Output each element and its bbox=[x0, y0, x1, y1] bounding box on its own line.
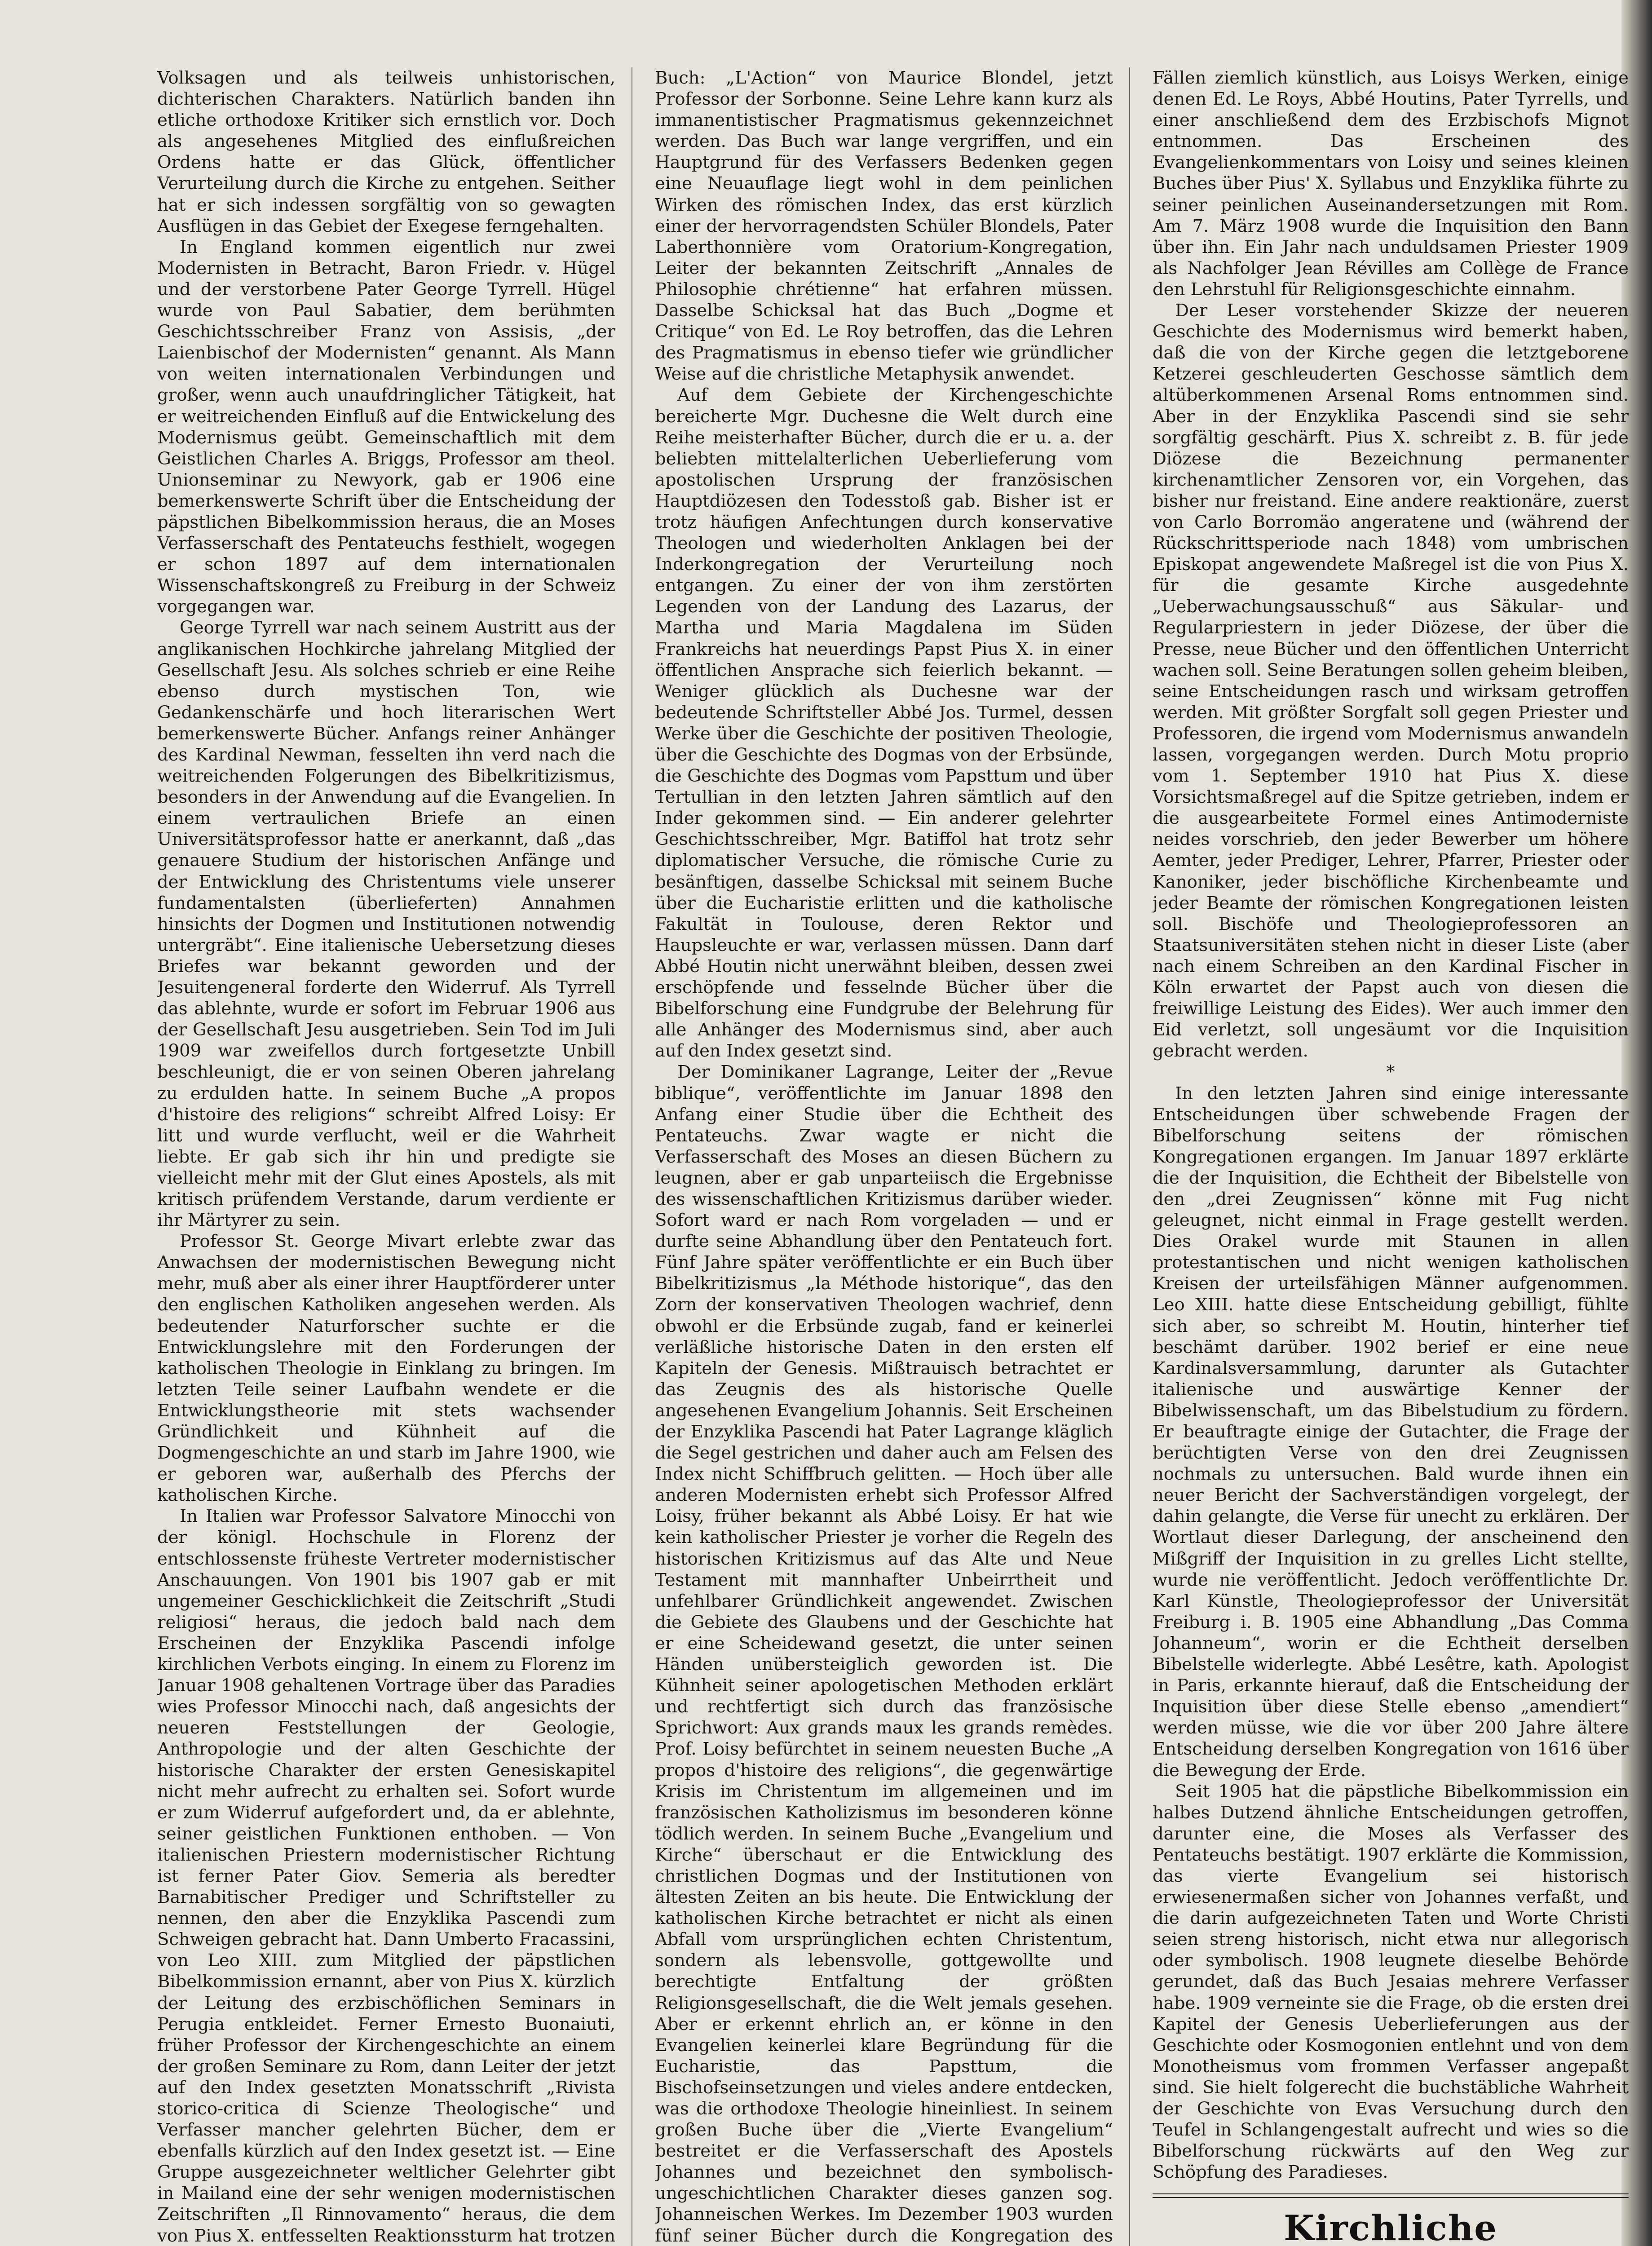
column-1 bbox=[157, 67, 615, 2246]
paragraph: In den letzten Jahren sind einige interessante Entscheidungen über schwebende Fragen der Bibelforschung seitens der römischen Kongregationen ergangen. Im Januar 1897 erklärte die der Inquisition, die Echtheit der Bibelstelle von den „drei Zeugnissen“ könne mit Fug nicht geleugnet, nicht einmal in Frage gestellt werden. Dies Orakel wurde mit Staunen in allen protestantischen und nicht wenigen katholischen Kreisen der urteilsfähigen Männer aufgenommen. Leo XIII. hatte diese Entscheidung gebilligt, fühlte sich aber, so schreibt M. Houtin, hinterher tief beschämt darüber. 1902 berief er eine neue Kardinalsversammlung, darunter als Gutachter italienische und auswärtige Kenner der Bibelwissenschaft, um das Bibelstudium zu fördern. Er beauftragte einige der Gutachter, die Frage der berüchtigten Verse von den drei Zeugnissen nochmals zu untersuchen. Bald wurde ihnen ein neuer Bericht der Sachverständigen vorgelegt, der dahin gelangte, die Verse für unecht zu erklären. Der Wortlaut dieser Darlegung, der anscheinend den Mißgriff der Inquisition in zu grelles Licht stellte, wurde nie veröffentlicht. Jedoch veröffentlichte Dr. Karl Künstle, Theologieprofessor der Universität Freiburg i. B. 1905 eine Abhandlung „Das Comma Johanneum“, worin er die Echtheit derselben Bibelstelle widerlegte. Abbé Lesêtre, kath. Apologist in Paris, erkannte hierauf, daß die Entscheidung der Inquisition über diese Stelle ebenso „amendiert“ werden müsse, wie die vor über 200 Jahre ältere Entscheidung derselben Kongregation von 1616 über die Bewegung der Erde. bbox=[1153, 1083, 1629, 1781]
section-rule bbox=[1153, 2193, 1629, 2198]
paragraph: Buch: „L'Action“ von Maurice Blondel, jetzt Professor der Sorbonne. Seine Lehre kann kurz als immanentistischer Pragmatismus gekennzeichnet werden. Das Buch war lange vergriffen, und ein Hauptgrund für des Verfassers Bedenken gegen eine Neuauflage liegt wohl in dem peinlichen Wirken des römischen Index, das erst kürzlich einer der hervorragendsten Schüler Blondels, Pater Laberthonnière vom Oratorium-Kongregation, Leiter der bekannten Zeitschrift „Annales de Philosophie chrétienne“ hat erfahren müssen. Dasselbe Schicksal hat das Buch „Dogme et Critique“ von Ed. Le Roy betroffen, das die Lehren des Pragmatismus in ebenso tiefer wie gründlicher Weise auf die christliche Metaphysik anwendet. bbox=[655, 68, 1113, 385]
paragraph: Seit 1905 hat die päpstliche Bibelkommission ein halbes Dutzend ähnliche Entscheidungen getroffen, darunter eine, die Moses als Verfasser des Pentateuchs bestätigt. 1907 erklärte die Kommission, das vierte Evangelium sei historisch erwiesenermaßen sicher von Johannes verfaßt, und die darin aufgezeichneten Taten und Worte Christi seien streng historisch, nicht etwa nur allegorisch oder symbolisch. 1908 leugnete dieselbe Behörde gerundet, daß das Buch Jesaias mehrere Verfasser habe. 1909 verneinte sie die Frage, ob die ersten drei Kapitel der Genesis Ueberlieferungen aus der Geschichte oder Kosmogonien entlehnt und von dem Monotheismus vom frommen Verfasser angepaßt sind. Sie hielt folgerecht die buchstäbliche Wahrheit der Geschichte von Evas Versuchung durch den Teufel in Schlangengestalt aufrecht und wies so die Bibelforschung rückwärts auf den Weg zur Schöpfung des Paradieses. bbox=[1153, 1781, 1629, 2183]
paragraph: Der Leser vorstehender Skizze der neueren Geschichte des Modernismus wird bemerkt haben, daß die von der Kirche gegen die letztgeborene Ketzerei geschleuderten Geschosse sämtlich dem altüberkommenen Arsenal Roms entnommen sind. Aber in der Enzyklika Pascendi sind sie sehr sorgfältig geschärft. Pius X. schreibt z. B. für jede Diözese die Bezeichnung permanenter kirchenamtlicher Zensoren vor, ein Vorgehen, das bisher nur freistand. Eine andere reaktionäre, zuerst von Carlo Borromäo angeratene und (während der Rückschrittsperiode nach 1848) vom umbrischen Episkopat angewendete Maßregel ist die von Pius X. für die gesamte Kirche ausgedehnte „Ueberwachungsausschuß“ aus Säkular- und Regularpriestern in jeder Diözese, der über die Presse, neue Bücher und den öffentlichen Unterricht wachen soll. Seine Beratungen sollen geheim bleiben, seine Entscheidungen rasch und wirksam getroffen werden. Mit größter Sorgfalt soll gegen Priester und Professoren, die irgend vom Modernismus anwandeln lassen, vorgegangen werden. Durch Motu proprio vom 1. September 1910 hat Pius X. diese Vorsichtsmaßregel auf die Spitze getrieben, indem er die ausgearbeitete Formel eines Antimoderniste neides vorschrieb, den jeder Bewerber um höhere Aemter, jeder Prediger, Lehrer, Pfarrer, Priester oder Kanoniker, jeder bischöfliche Kirchenbeamte und jeder Beamte der römischen Kongregationen leisten soll. Bischöfe und Theologieprofessoren an Staatsuniversitäten stehen nicht in dieser Liste (aber nach einem Schreiben an den Kardinal Fischer in Köln erwartet der Papst auch von diesen die freiwillige Leistung des Eides). Wer auch immer den Eid verletzt, soll ungesäumt vor die Inquisition gebracht werden. bbox=[1153, 301, 1629, 1061]
church-news-heading: Kirchliche bbox=[1284, 2208, 1497, 2246]
paragraph: In England kommen eigentlich nur zwei Modernisten in Betracht, Baron Friedr. v. Hügel und der verstorbene Pater George Tyrrell. Hügel wurde von Paul Sabatier, dem berühmten Geschichtsschreiber Franz von Assisis, „der Laienbischof der Modernisten“ genannt. Als Mann von weiten internationalen Verbindungen und großer, wenn auch unaufdringlicher Tätigkeit, hat er weitreichenden Einfluß auf die Entwickelung des Modernismus geübt. Gemeinschaftlich mit dem Geistlichen Charles A. Briggs, Professor am theol. Unionseminar zu Newyork, gab er 1906 eine bemerkenswerte Schrift über die Entscheidung der päpstlichen Bibelkommission heraus, die an Moses Verfasserschaft des Pentateuchs festhielt, wogegen er schon 1897 auf dem internationalen Wissenschaftskongreß zu Freiburg in der Schweiz vorgegangen war. bbox=[157, 237, 615, 617]
section-separator: * bbox=[1386, 1062, 1395, 1083]
paragraph: Professor St. George Mivart erlebte zwar das Anwachsen der modernistischen Bewegung nicht mehr, muß aber als einer ihrer Hauptförderer unter den englischen Katholiken angesehen werden. Als bedeutender Naturforscher suchte er die Entwicklungslehre mit den Forderungen der katholischen Theologie in Einklang zu bringen. Im letzten Teile seiner Laufbahn wendete er die Entwicklungstheorie mit stets wachsender Gründlichkeit und Kühnheit auf die Dogmengeschichte an und starb im Jahre 1900, wie er geboren war, außerhalb des Pferchs der katholischen Kirche. bbox=[157, 1231, 615, 1506]
paragraph: Fällen ziemlich künstlich, aus Loisys Werken, einige denen Ed. Le Roys, Abbé Houtins, Pater Tyrrells, und einer anschließend dem des Erzbischofs Mignot entnommen. Das Erscheinen des Evangelienkommentars von Loisy und seines kleinen Buches über Pius' X. Syllabus und Enzyklika führte zu seiner peinlichen Auseinandersetzungen mit Rom. Am 7. März 1908 wurde die Inquisition den Bann über ihn. Ein Jahr nach unduldsamen Priester 1909 als Nachfolger Jean Révilles am Collège de France den Lehrstuhl für Religionsgeschichte einnahm. bbox=[1153, 68, 1629, 300]
paragraph: George Tyrrell war nach seinem Austritt aus der anglikanischen Hochkirche jahrelang Mitglied der Gesellschaft Jesu. Als solches schrieb er eine Reihe ebenso durch mystischen Ton, wie Gedankenschärfe und hoch literarischen Wert bemerkenswerte Bücher. Anfangs reiner Anhänger des Kardinal Newman, fesselten ihn verd nach die weitreichenden Folgerungen des Bibelkritizismus, besonders in der Anwendung auf die Evangelien. In einem vertraulichen Briefe an einen Universitätsprofessor hatte er anerkannt, daß „das genauere Studium der historischen Anfänge und der Entwicklung des Christentums viele unserer fundamentalsten (überlieferten) Annahmen hinsichts der Dogmen und Institutionen notwendig untergräbt“. Eine italienische Uebersetzung dieses Briefes war bekannt geworden und der Jesuitengeneral forderte den Widerruf. Als Tyrrell das ablehnte, wurde er sofort im Februar 1906 aus der Gesellschaft Jesu ausgetrieben. Sein Tod im Juli 1909 war zweifellos durch fortgesetzte Unbill beschleunigt, die er von seinen Oberen jahrelang zu erdulden hatte. In seinem Buche „A propos d'histoire des religions“ schreibt Alfred Loisy: Er litt und wurde verflucht, weil er die Wahrheit liebte. Er gab sich ihr hin und predigte sie vielleicht mehr mit der Glut eines Apostels, als mit kritisch prüfendem Verstande, darum verdiente er ihr Märtyrer zu sein. bbox=[157, 618, 615, 1231]
paragraph: Der Dominikaner Lagrange, Leiter der „Revue biblique“, veröffentlichte im Januar 1898 den Anfang einer Studie über die Echtheit des Pentateuchs. Zwar wagte er nicht die Verfasserschaft des Moses an diesen Büchern zu leugnen, aber er gab unparteiisch die Ergebnisse des wissenschaftlichen Kritizismus darüber wieder. Sofort ward er nach Rom vorgeladen — und er durfte seine Abhandlung über den Pentateuch fort. Fünf Jahre später veröffentlichte er ein Buch über Bibelkritizismus „la Méthode historique“, das den Zorn der konservativen Theologen wachrief, denn obwohl er die Erbsünde zugab, fand er keinerlei verläßliche historische Daten in den ersten elf Kapiteln der Genesis. Mißtrauisch betrachtet er das Zeugnis des als historische Quelle angesehenen Evangelium Johannis. Seit Erscheinen der Enzyklika Pascendi hat Pater Lagrange kläglich die Segel gestrichen und daher auch am Felsen des Index nicht Schiffbruch gelitten. — Hoch über alle anderen Modernisten erhebt sich Professor Alfred Loisy, früher bekannt als Abbé Loisy. Er hat wie kein katholischer Priester je vorher die Regeln des historischen Kritizismus auf das Alte und Neue Testament mit mannhafter Unbeirrtheit und unfehlbarer Gründlichkeit angewendet. Zwischen die Gebiete des Glaubens und der Geschichte hat er eine Scheidewand gesetzt, die unter seinen Händen unübersteiglich geworden ist. Die Kühnheit seiner apologetischen Methoden erklärt und rechtfertigt sich durch das französische Sprichwort: Aux grands maux les grands remèdes. Prof. Loisy befürchtet in seinem neuesten Buche „A propos d'histoire des religions“, die gegenwärtige Krisis im Christentum im allgemeinen und im französischen Katholizismus im besonderen könne tödlich werden. In seinem Buche „Evangelium und Kirche“ überschaut er die Entwicklung des christlichen Dogmas und der Institutionen von ältesten Zeiten an bis heute. Die Entwicklung der katholischen Kirche betrachtet er nicht als einen Abfall vom ursprünglichen echten Christentum, sondern als lebensvolle, gottgewollte und berechtigte Entfaltung der größten Religionsgesellschaft, die die Welt jemals gesehen. Aber er erkennt ehrlich an, er könne in den Evangelien keinerlei klare Begründung für die Eucharistie, das Papsttum, die Bischofseinsetzungen und vieles andere entdecken, was die orthodoxe Theologie hineinliest. In seinem großen Buche über die „Vierte Evangelium“ bestreitet er die Verfasserschaft des Apostels Johannes und bezeichnet den symbolisch-ungeschichtlichen Charakter dieses ganzen sog. Johanneischen Werkes. Im Dezember 1903 wurden fünf seiner Bücher durch die Kongregation des bbox=[655, 1062, 1113, 2246]
church-news bbox=[1153, 2207, 1629, 2246]
column-2 bbox=[655, 67, 1113, 2246]
column-rule bbox=[1129, 67, 1130, 2246]
paragraph: In Italien war Professor Salvatore Minocchi von der königl. Hochschule in Florenz der entschlossenste früheste Vertreter modernistischer Anschauungen. Von 1901 bis 1907 gab er mit ungemeiner Geschicklichkeit die Zeitschrift „Studi religiosi“ heraus, die jedoch bald nach dem Erscheinen der Enzyklika Pascendi infolge kirchlichen Verbots einging. In einem zu Florenz im Januar 1908 gehaltenen Vortrage über das Paradies wies Professor Minocchi nach, daß angesichts der neueren Feststellungen der Geologie, Anthropologie und der alten Geschichte der historische Charakter der ersten Genesiskapitel nicht mehr aufrecht zu erhalten sei. Sofort wurde er zum Widerruf aufgefordert und, da er ablehnte, seiner geistlichen Funktionen enthoben. — Von italienischen Priestern modernistischer Richtung ist ferner Pater Giov. Semeria als beredter Barnabitischer Prediger und Schriftsteller zu nennen, den aber die Enzyklika Pascendi zum Schweigen gebracht hat. Dann Umberto Fracassini, von Leo XIII. zum Mitglied der päpstlichen Bibelkommission ernannt, aber von Pius X. kürzlich der Leitung des erzbischöflichen Seminars in Perugia entkleidet. Ferner Ernesto Buonaiuti, früher Professor der Kirchengeschichte an einem der großen Seminare zu Rom, dann Leiter der jetzt auf den Index gesetzten Monatsschrift „Rivista storico-critica di Scienze Theologische“ und Verfasser mancher gelehrten Bücher, dem er ebenfalls kürzlich auf den Index gesetzt ist. — Eine Gruppe ausgezeichneter weltlicher Gelehrter gibt in Mailand eine der sehr wenigen modernistischen Zeitschriften „Il Rinnovamento“ heraus, die dem von Pius X. entfesselten Reaktionssturm hat trotzen bbox=[157, 1506, 615, 2246]
article-columns bbox=[157, 67, 1635, 2246]
paragraph: Auf dem Gebiete der Kirchengeschichte bereicherte Mgr. Duchesne die Welt durch eine Reihe meisterhafter Bücher, durch die er u. a. der beliebten mittelalterlichen Ueberlieferung vom apostolischen Ursprung der französischen Hauptdiözesen den Todesstoß gab. Bisher ist er trotz häufigen Anfechtungen durch konservative Theologen und wiederholten Anklagen bei der Inderkongregation der Verurteilung noch entgangen. Zu einer der von ihm zerstörten Legenden von der Landung des Lazarus, der Martha und Maria Magdalena im Süden Frankreichs hat neuerdings Papst Pius X. in einer öffentlichen Ansprache sich feierlich bekannt. — Weniger glücklich als Duchesne war der bedeutende Schriftsteller Abbé Jos. Turmel, dessen Werke über die Geschichte der positiven Theologie, über die Geschichte des Dogmas von der Erbsünde, die Geschichte des Dogmas vom Papsttum und über Tertullian in den letzten Jahren sämtlich auf den Inder gekommen sind. — Ein anderer gelehrter Geschichtsschreiber, Mgr. Batiffol hat trotz sehr diplomatischer Versuche, die römische Curie zu besänftigen, dasselbe Schicksal mit seinem Buche über die Eucharistie erlitten und die katholische Fakultät in Toulouse, deren Rektor und Haupsleuchte er war, verlassen müssen. Dann darf Abbé Houtin nicht unerwähnt bleiben, dessen zwei erschöpfende und fesselnde Bücher über die Bibelforschung eine Fundgrube der Belehrung für alle Anhänger des Modernismus sind, aber auch auf den Index gesetzt sind. bbox=[655, 385, 1113, 1061]
column-3 bbox=[1153, 67, 1629, 2246]
paragraph: Volksagen und als teilweis unhistorischen, dichterischen Charakters. Natürlich banden ihn etliche orthodoxe Kritiker sich ernstlich vor. Doch als angesehenes Mitglied des einflußreichen Ordens hatte er das Glück, öffentlicher Verurteilung durch die Kirche zu entgehen. Seither hat er sich indessen sorgfältig von so gewagten Ausflügen in das Gebiet der Exegese ferngehalten. bbox=[157, 68, 615, 236]
